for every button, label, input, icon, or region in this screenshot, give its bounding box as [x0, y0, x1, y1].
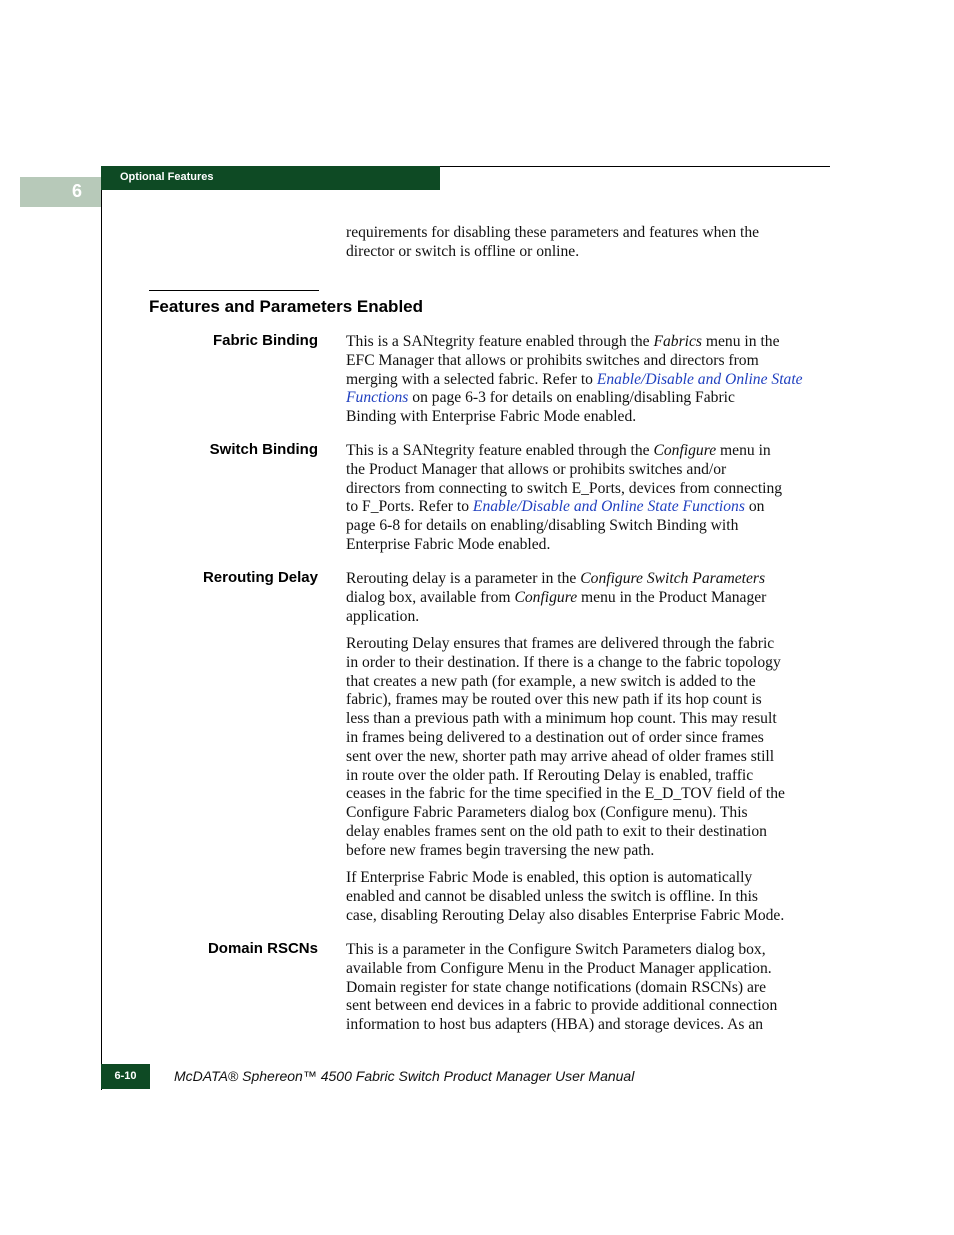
intro-paragraph	[346, 224, 826, 262]
text-line: that creates a new path (for example, a new switch is added to the	[346, 672, 756, 690]
text-span: on	[744, 498, 765, 516]
text-line: delay enables frames sent on the old path to exit to their destination	[346, 822, 767, 840]
text-line: available from Configure Menu in the Product Manager application.	[346, 959, 772, 977]
text-span: dialog box, available from	[346, 588, 515, 606]
enable-disable-link[interactable]: Enable/Disable and Online State Functions	[472, 498, 745, 516]
text-line: case, disabling Rerouting Delay also disables Enterprise Fabric Mode.	[346, 906, 785, 924]
text-line: fabric), frames may be routed over this new path if its hop count is	[346, 691, 762, 709]
menu-name: Configure	[653, 442, 717, 459]
rerouting-delay-p2	[346, 635, 826, 861]
intro-line: director or switch is offline or online.	[346, 242, 580, 260]
text-span: This is a SANtegrity feature enabled through the	[346, 333, 654, 350]
page-number-badge	[101, 1064, 150, 1089]
text-line: sent between end devices in a fabric to provide additional connection	[346, 997, 778, 1015]
text-line: EFC Manager that allows or prohibits switches and directors from	[346, 351, 759, 369]
text-line: Binding with Enterprise Fabric Mode enabled.	[346, 408, 637, 426]
text-line: This is a parameter in the Configure Switch Parameters dialog box,	[346, 941, 766, 958]
section-label: Optional Features	[120, 171, 214, 183]
domain-rscns-heading: Domain RSCNs	[207, 940, 318, 957]
rerouting-delay-p1	[346, 570, 826, 626]
text-line: the Product Manager that allows or prohibits switches and/or	[346, 460, 727, 478]
menu-name: Fabrics	[653, 333, 702, 350]
section-title: Features and Parameters Enabled	[149, 297, 424, 316]
margin-rule	[101, 166, 102, 1090]
text-line: Configure Fabric Parameters dialog box (Configure menu). This	[346, 804, 748, 822]
text-line: Rerouting Delay ensures that frames are delivered through the fabric	[346, 635, 775, 652]
text-span: merging with a selected fabric. Refer to	[346, 370, 597, 388]
text-span: menu in	[716, 442, 771, 459]
text-line: application.	[346, 607, 420, 625]
switch-binding-heading: Switch Binding	[209, 441, 318, 458]
text-line: directors from connecting to switch E_Ports, devices from connecting	[346, 479, 783, 497]
dialog-name: Configure Switch Parameters	[580, 570, 766, 587]
fabric-binding-heading: Fabric Binding	[213, 332, 318, 349]
text-line: Enterprise Fabric Mode enabled.	[346, 535, 551, 553]
section-rule	[149, 290, 319, 291]
enable-disable-link[interactable]: Enable/Disable and Online State	[596, 370, 803, 388]
text-line: before new frames begin traversing the new path.	[346, 841, 655, 859]
text-span: This is a SANtegrity feature enabled through the	[346, 442, 654, 459]
text-span: on page 6-3 for details on enabling/disabling Fabric	[408, 389, 735, 407]
text-line: enabled and cannot be disabled unless the switch is offline. In this	[346, 887, 758, 905]
fabric-binding-paragraph	[346, 333, 826, 427]
text-line: ceases in the fabric for the time specified in the E_D_TOV field of the	[346, 785, 785, 803]
text-line: in route over the older path. If Rerouting Delay is enabled, traffic	[346, 766, 754, 784]
text-line: sent over the new, shorter path may arrive ahead of older frames still	[346, 747, 775, 765]
rerouting-delay-heading: Rerouting Delay	[202, 569, 318, 586]
text-span: menu in the	[701, 333, 780, 350]
text-line: If Enterprise Fabric Mode is enabled, this option is automatically	[346, 869, 753, 886]
chapter-number: 6	[71, 181, 82, 201]
text-span: Rerouting delay is a parameter in the	[346, 570, 581, 587]
text-line: Domain register for state change notifications (domain RSCNs) are	[346, 978, 767, 996]
switch-binding-paragraph	[346, 442, 826, 555]
functions-link[interactable]: Functions	[346, 389, 409, 407]
domain-rscns-paragraph	[346, 941, 826, 1035]
footer-title: McDATA® Sphereon™ 4500 Fabric Switch Product Manager User Manual	[174, 1068, 635, 1084]
intro-line: requirements for disabling these parameters and features when the	[346, 224, 760, 241]
menu-name: Configure	[514, 588, 578, 606]
text-line: information to host bus adapters (HBA) and storage devices. As an	[346, 1016, 764, 1034]
text-span: to F_Ports. Refer to	[346, 498, 473, 516]
text-line: in frames being delivered to a destination out of order since frames	[346, 728, 764, 746]
chapter-tab	[20, 177, 101, 207]
page-number: 6-10	[114, 1070, 137, 1082]
text-line: in order to their destination. If there is a change to the fabric topology	[346, 653, 781, 671]
text-line: page 6-8 for details on enabling/disabling Switch Binding with	[346, 517, 739, 535]
text-span: menu in the Product Manager	[577, 588, 767, 606]
text-line: less than a previous path with a minimum hop count. This may result	[346, 710, 777, 728]
rerouting-delay-p3	[346, 869, 826, 925]
